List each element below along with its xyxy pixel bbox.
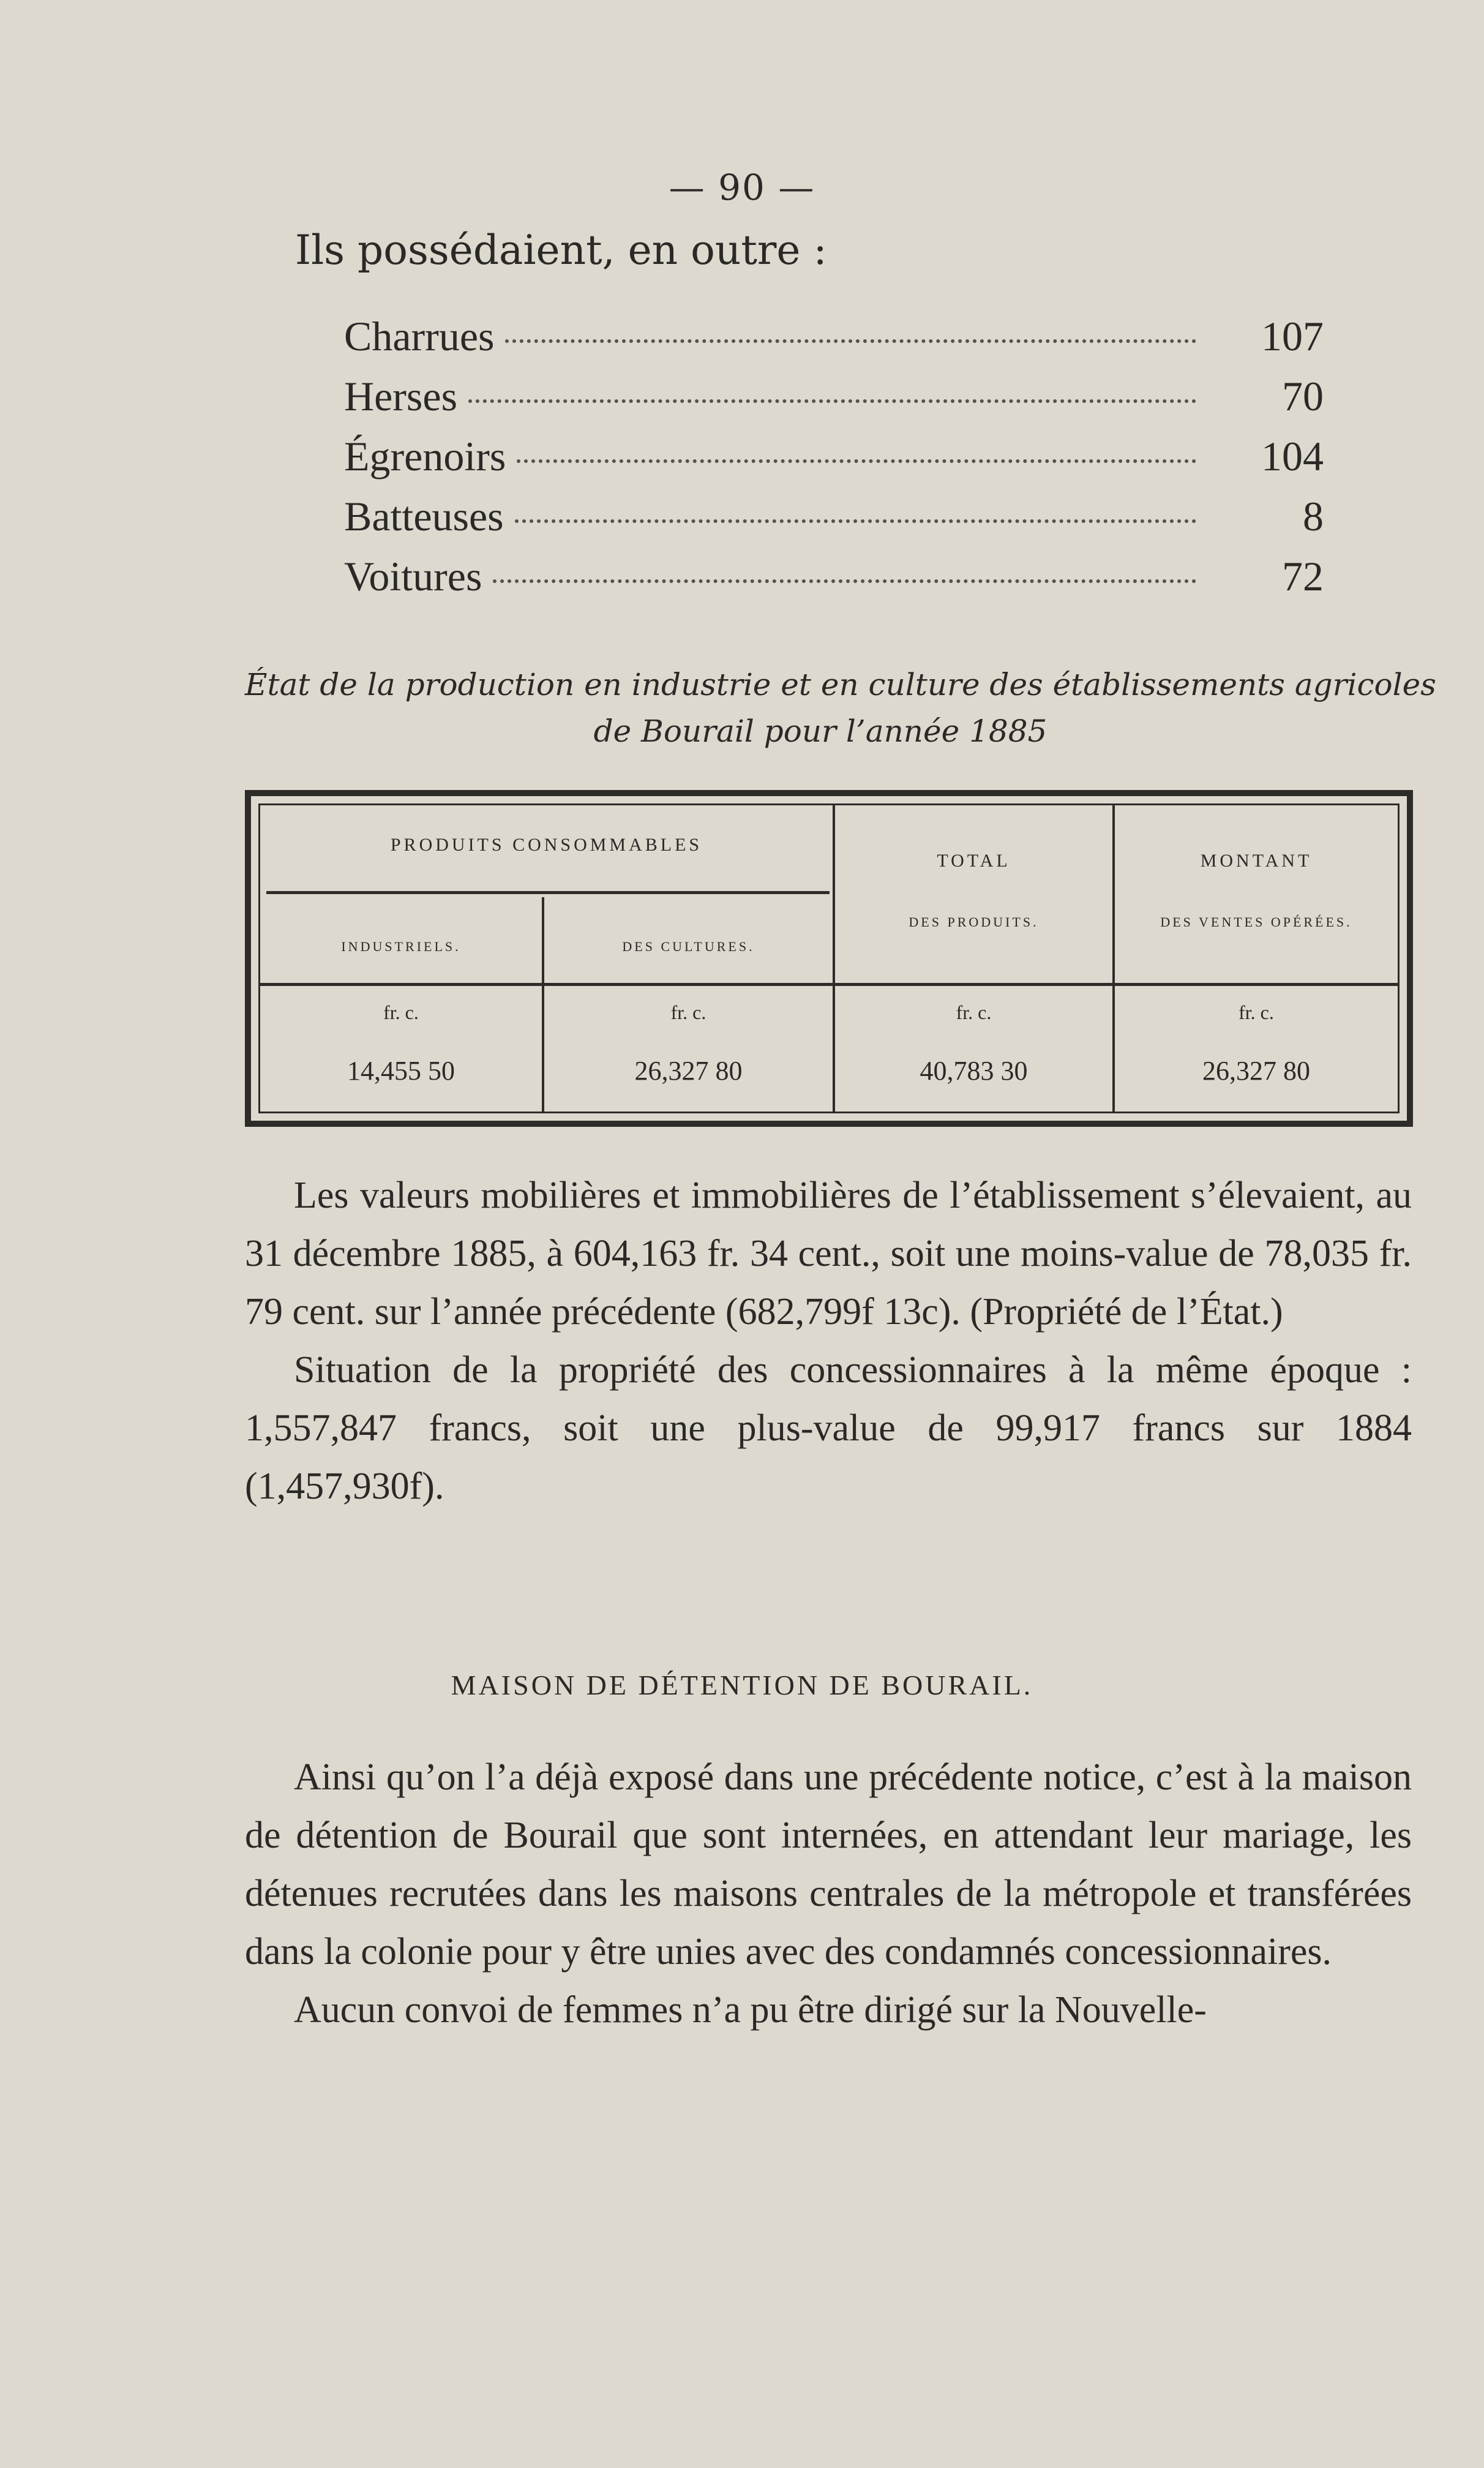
inventory-value: 104 xyxy=(1261,433,1324,480)
production-table xyxy=(245,790,1413,1127)
dot-leader xyxy=(493,579,1196,583)
dot-leader xyxy=(517,459,1196,463)
header-des-cultures: DES CULTURES. xyxy=(622,939,755,954)
page-number: — 90 — xyxy=(669,167,815,208)
unit-label: fr. c. xyxy=(1239,1001,1274,1023)
paragraph-maison: Ainsi qu’on l’a déjà exposé dans une précédente notice, c’est à la maison de détention de Bourail que sont internées, en attendant leur mariage, les détenues recrutées dans les maisons centrales de la métropole et transférées dans la colonie pour y être unies avec des condamnés concessionnaires. xyxy=(245,1756,1412,1973)
inventory-label: Égrenoirs xyxy=(344,433,506,480)
group-header-rule xyxy=(266,891,830,894)
header-montant-sub: DES VENTES OPÉRÉES. xyxy=(1160,914,1352,930)
value-total: 40,783 30 xyxy=(920,1056,1028,1086)
inventory-row xyxy=(344,552,1324,612)
unit-label: fr. c. xyxy=(956,1001,992,1023)
header-rule xyxy=(260,983,1398,986)
table-inner-frame xyxy=(258,803,1400,1113)
inventory-label: Charrues xyxy=(344,313,495,359)
value-montant: 26,327 80 xyxy=(1202,1056,1310,1086)
value-industriels: 14,455 50 xyxy=(347,1056,455,1086)
inventory-value: 107 xyxy=(1261,313,1324,359)
inventory-row xyxy=(344,372,1324,432)
inventory-value: 70 xyxy=(1282,373,1324,419)
inventory-row xyxy=(344,492,1324,552)
unit-label: fr. c. xyxy=(383,1001,419,1023)
paragraph-block-2 xyxy=(245,1748,1412,2039)
inventory-row xyxy=(344,312,1324,372)
inventory-value: 8 xyxy=(1303,493,1324,540)
dot-leader xyxy=(468,399,1196,403)
caption-line-2: de Bourail pour l’année 1885 xyxy=(593,713,1047,749)
dot-leader xyxy=(515,519,1196,523)
header-total: TOTAL xyxy=(937,851,1011,871)
inventory-row xyxy=(344,432,1324,492)
caption-line-1: État de la production en industrie et en culture des établissements agricoles xyxy=(245,667,1436,702)
value-cultures: 26,327 80 xyxy=(634,1056,743,1086)
inventory-label: Herses xyxy=(344,373,458,419)
table-caption xyxy=(245,661,1436,754)
section-heading: MAISON DE DÉTENTION DE BOURAIL. xyxy=(451,1669,1033,1701)
paragraph-block-1 xyxy=(245,1167,1412,1516)
inventory-label: Voitures xyxy=(344,553,482,600)
header-produits-consommables: PRODUITS CONSOMMABLES xyxy=(390,835,703,855)
dot-leader xyxy=(505,339,1196,343)
inventory-label: Batteuses xyxy=(344,493,504,540)
header-montant: MONTANT xyxy=(1200,851,1313,871)
unit-label: fr. c. xyxy=(670,1001,706,1023)
paragraph-valeurs: Les valeurs mobilières et immobilières de l’établissement s’élevaient, au 31 décembre 1885, à 604,163 fr. 34 cent., soit une moins-value de 78,035 fr. 79 cent. sur l’année précédente (682,799f 13c). (Propriété de l’État.) xyxy=(245,1175,1412,1333)
intro-line: Ils possédaient, en outre : xyxy=(295,227,827,274)
paragraph-situation: Situation de la propriété des concessionnaires à la même époque : 1,557,847 francs, soit une plus-value de 99,917 francs sur 1884 (1,457,930f). xyxy=(245,1349,1412,1507)
paragraph-convoi: Aucun convoi de femmes n’a pu être dirigé sur la Nouvelle- xyxy=(294,1989,1207,2031)
header-total-sub: DES PRODUITS. xyxy=(909,914,1039,930)
inventory-value: 72 xyxy=(1282,553,1324,600)
inventory-list xyxy=(344,312,1324,612)
header-industriels: INDUSTRIELS. xyxy=(341,939,461,954)
